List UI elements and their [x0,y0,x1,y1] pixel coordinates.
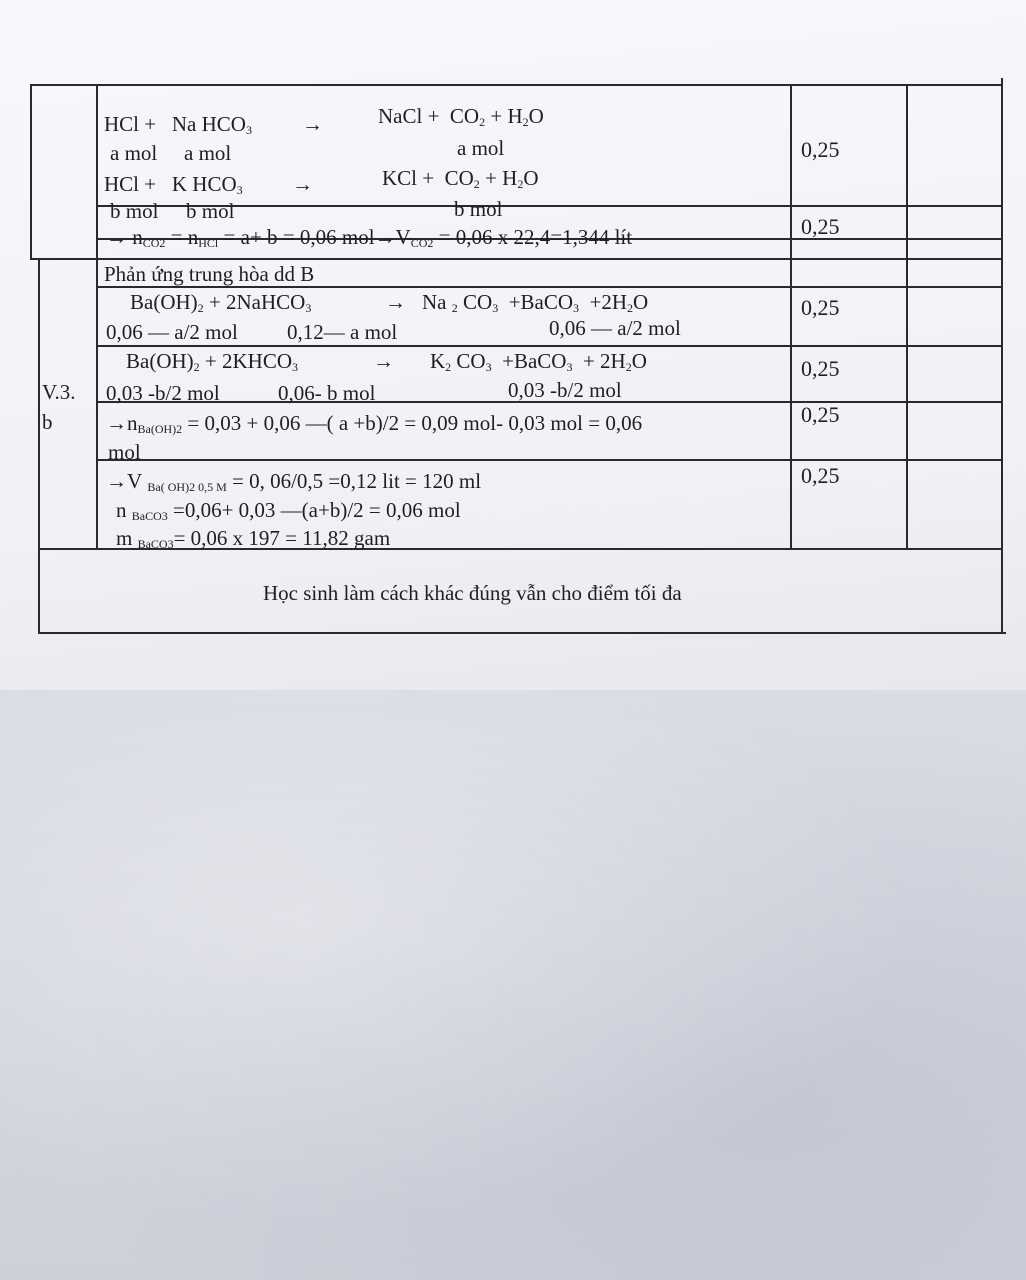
mole-line: 0,06 — a/2 mol [549,316,681,340]
equation-products: NaCl + $CO_2 + H_2O$ [378,104,544,129]
equation-line: $Ba(OH)_2$ + $2KHCO_3$ [126,349,299,374]
table-border-right [1001,78,1003,634]
equation-products: Na $_2$ $CO_3$ +BaCO$_3$ $+2H_2O$ [422,290,649,315]
table-line [96,345,1002,347]
mole-line: 0,06- b mol [278,381,376,405]
score-value: 0,25 [801,356,840,381]
score-value: 0,25 [801,214,840,239]
mole-line: a mol [457,136,505,160]
table-line [96,286,1002,288]
table-border-top [30,84,1002,86]
table-col-line [790,84,792,548]
table-col-line [96,84,98,548]
calculation-line: → $n_{CO2} = n_{HCl} = a+ b = 0,06$ $mol\to V_{CO2} = 0,06$ x 22,4=1,344 lít [106,225,633,250]
score-value: 0,25 [801,137,840,162]
question-label: b [42,410,53,434]
reaction-arrow: → [302,112,323,136]
mole-line: 0,03 -b/2 mol [508,378,622,402]
calculation-line: $\to n_{Ba(OH)2} = 0,03 + 0,06$ —( a +b)/2 = 0,09 mol- 0,03 mol = 0,06 [106,411,643,436]
mole-line: a mol [184,141,232,165]
mole-line: b mol [110,199,159,223]
equation-products: KCl + $CO_2 + H_2O$ [382,166,539,191]
score-value: 0,25 [801,463,840,488]
table-line [96,459,1002,461]
reaction-arrow: → [373,349,394,373]
mole-line: a mol [110,141,158,165]
table-col-line [906,84,908,548]
mole-line: 0,03 -b/2 mol [106,381,220,405]
table-line [30,258,1002,260]
mole-line: 0,12— a mol [287,320,398,344]
mole-line: b mol [454,197,503,221]
score-value: 0,25 [801,402,840,427]
calculation-line: mol [108,440,141,464]
table-border-left [30,84,32,258]
equation-line: $Ba(OH)_2$ + 2NaHCO$_3$ [130,290,312,315]
reaction-arrow: → [292,172,313,196]
mole-line: 0,06 — a/2 mol [106,320,238,344]
folded-paper-background [0,690,1026,1280]
grading-note: Học sinh làm cách khác đúng vẫn cho điểm tối đa [263,581,682,605]
score-value: 0,25 [801,295,840,320]
table-border-left [38,258,40,634]
reaction-arrow: → [385,290,406,314]
table-border-bottom [40,632,1006,634]
question-label: V.3. [42,380,76,404]
calculation-line: n $_{BaCO3}$ =0,06+ 0,03 —(a+b)/2 = 0,06 mol [116,498,461,523]
calculation-line: m $_{BaCO3}$= 0,06 x 197 = 11,82 gam [116,526,391,551]
mole-line: b mol [186,199,235,223]
equation-line: HCl + K $HCO_3$ [104,172,243,197]
section-heading: Phản ứng trung hòa dd B [104,262,315,286]
equation-line: HCl + Na $HCO_3$ [104,112,252,137]
calculation-line: →V $_{Ba( OH)2 0,5 M}$ = 0, 06/0,5 =0,12 lit = 120 ml [106,469,482,494]
equation-products: $K_2$ $CO_3$ +BaCO$_3$ + $2H_2O$ [430,349,647,374]
